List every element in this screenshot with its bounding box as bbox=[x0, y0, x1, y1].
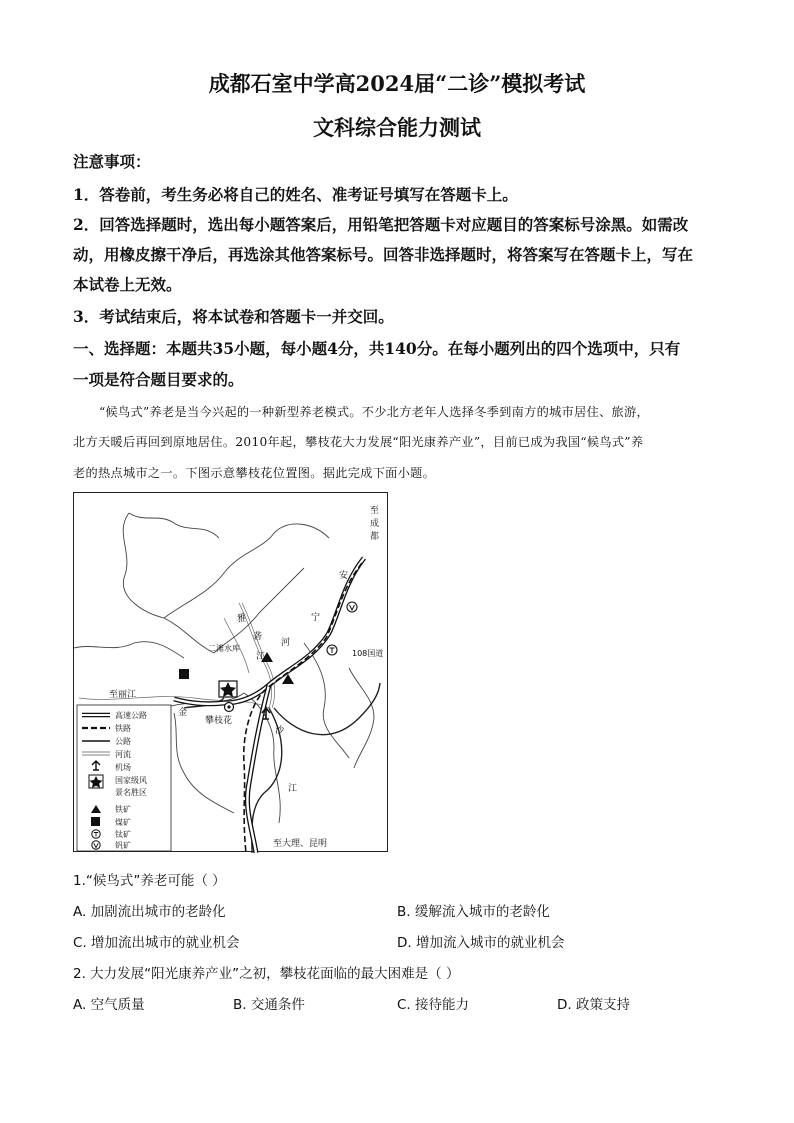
to-dali-label: 至大理、昆明 bbox=[273, 839, 328, 849]
notice-heading: 注意事项： bbox=[73, 152, 151, 171]
passage-line-2: 北方天暖后再回到原地居住。2010年起，攀枝花大力发展“阳光康养产业”，目前已成为我国“候鸟式”养 bbox=[73, 435, 644, 449]
notice-item-1: 1．答卷前，考生务必将自己的姓名、准考证号填写在答题卡上。 bbox=[73, 185, 518, 204]
passage-line-1: “候鸟式”养老是当今兴起的一种新型养老模式。不少北方老年人选择冬季到南方的城市居住、旅游， bbox=[99, 405, 650, 419]
city-dot-icon bbox=[227, 705, 230, 708]
to-chengdu-label-1: 至 bbox=[370, 506, 380, 516]
river-sha-label: 沙 bbox=[275, 726, 285, 736]
legend-highway: 公路 bbox=[115, 737, 131, 746]
notice-item-2-line-1: 2．回答选择题时，选出每小题答案后，用铅笔把答题卡对应题目的答案标号涂黑。如需改 bbox=[73, 215, 689, 234]
legend-river: 河流 bbox=[115, 750, 131, 759]
road-108-label: 108国道 bbox=[352, 649, 384, 658]
question-2-stem: 2. 大力发展“阳光康养产业”之初，攀枝花面临的最大困难是（ ） bbox=[73, 966, 460, 982]
page-subtitle: 文科综合能力测试 bbox=[313, 115, 481, 140]
legend-railway: 铁路 bbox=[115, 724, 131, 733]
to-lijiang-label: 至丽江 bbox=[109, 690, 137, 700]
legend-coal: 煤矿 bbox=[115, 818, 131, 827]
legend-scenic-2: 景名胜区 bbox=[115, 788, 147, 797]
notice-item-3: 3．考试结束后，将本试卷和答题卡一并交回。 bbox=[73, 307, 394, 326]
section-heading-line-2: 一项是符合题目要求的。 bbox=[73, 370, 244, 389]
highway-lines bbox=[184, 683, 380, 853]
legend-titanium: 钛矿 bbox=[115, 830, 131, 839]
notice-item-2-line-3: 本试卷上无效。 bbox=[73, 275, 182, 294]
notice-item-2-line-2: 动，用橡皮擦干净后，再选涂其他答案标号。回答非选择题时，将答案写在答题卡上，写在 bbox=[73, 245, 694, 264]
river-an-label: 安 bbox=[339, 571, 349, 581]
river-jiang-label: 江 bbox=[256, 652, 266, 662]
question-1-option-a[interactable]: A. 加剧流出城市的老龄化 bbox=[73, 904, 226, 920]
river-jiang2-label: 江 bbox=[288, 784, 298, 794]
question-1-option-c[interactable]: C. 增加流出城市的就业机会 bbox=[73, 935, 240, 951]
expressway-railway bbox=[174, 558, 364, 853]
question-2-option-c[interactable]: C. 接待能力 bbox=[397, 997, 470, 1013]
passage-line-3: 老的热点城市之一。下图示意攀枝花位置图。据此完成下面小题。 bbox=[73, 466, 436, 480]
legend-expressway: 高速公路 bbox=[115, 711, 147, 720]
river-ning-label: 宁 bbox=[311, 613, 321, 623]
legend-vanadium: 钒矿 bbox=[115, 841, 131, 850]
question-2-option-d[interactable]: D. 政策支持 bbox=[557, 997, 630, 1013]
river-he-label: 河 bbox=[281, 638, 291, 648]
question-1-stem: 1.“候鸟式”养老可能（ ） bbox=[73, 873, 226, 889]
panzhihua-city-label: 攀枝花 bbox=[205, 716, 233, 726]
question-1-option-b[interactable]: B. 缓解流入城市的老龄化 bbox=[397, 904, 550, 920]
to-chengdu-label-3: 都 bbox=[370, 532, 380, 542]
question-2-option-b[interactable]: B. 交通条件 bbox=[233, 997, 305, 1013]
river-long-label: 砻 bbox=[253, 632, 263, 642]
legend-airport: 机场 bbox=[115, 763, 131, 772]
question-1-option-d[interactable]: D. 增加流入城市的就业机会 bbox=[397, 935, 565, 951]
ertan-reservoir-label: 二滩水库 bbox=[208, 644, 240, 653]
map-drawing bbox=[74, 493, 389, 853]
question-2-option-a[interactable]: A. 空气质量 bbox=[73, 997, 145, 1013]
panzhihua-location-map bbox=[73, 492, 388, 852]
legend-coal-icon bbox=[91, 817, 100, 826]
river-ya-label: 雅 bbox=[237, 614, 247, 624]
legend-iron: 铁矿 bbox=[115, 805, 131, 814]
to-chengdu-label-2: 成 bbox=[370, 519, 380, 529]
section-heading-line-1: 一、选择题：本题共35小题，每小题4分，共140分。在每小题列出的四个选项中，只有 bbox=[73, 339, 681, 358]
map-legend bbox=[77, 705, 171, 851]
page-title: 成都石室中学高2024届“二诊”模拟考试 bbox=[208, 71, 586, 96]
river-jin-label: 金 bbox=[178, 708, 188, 718]
legend-scenic-1: 国家级风 bbox=[115, 776, 147, 785]
coal-mine-icon bbox=[179, 669, 189, 679]
